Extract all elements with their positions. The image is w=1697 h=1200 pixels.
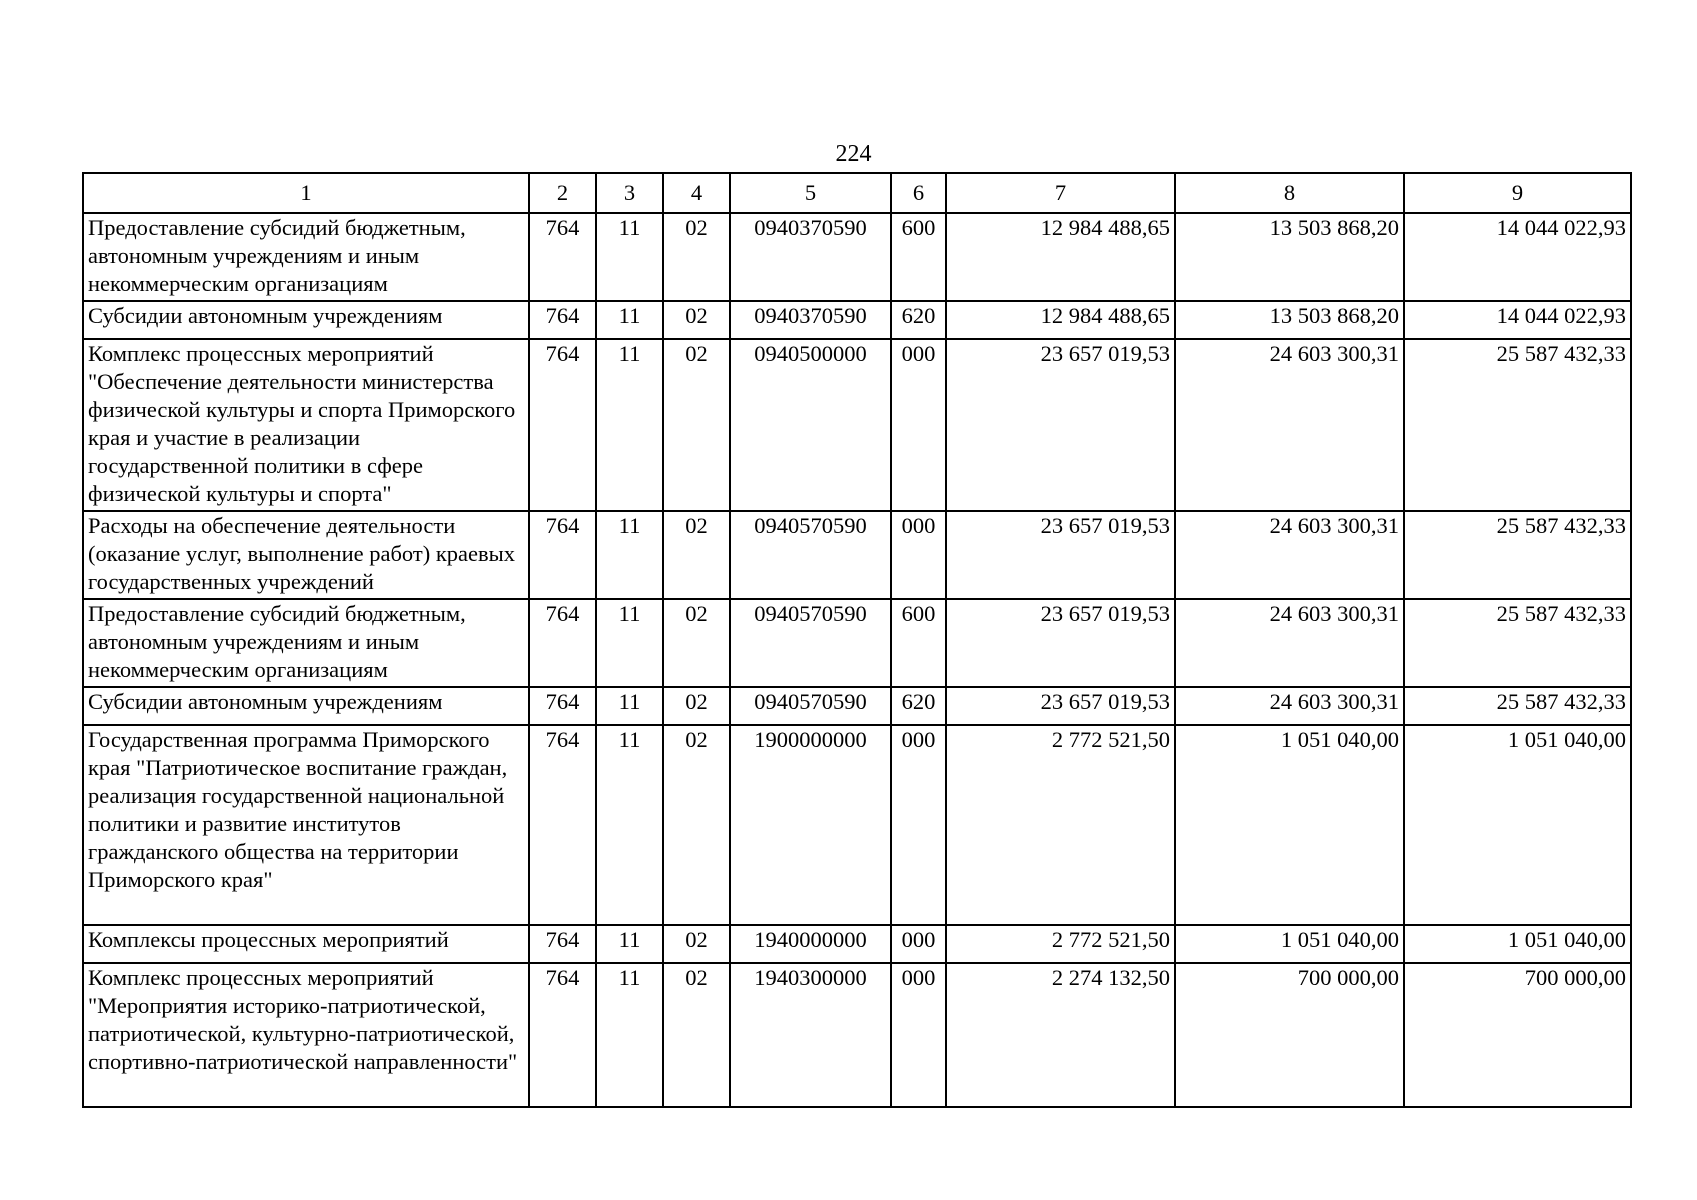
budget-table xyxy=(82,172,1632,1108)
cell-col8: 700 000,00 xyxy=(1175,963,1404,1107)
cell-col3: 11 xyxy=(596,725,663,925)
cell-col3: 11 xyxy=(596,213,663,301)
cell-col4: 02 xyxy=(663,687,730,725)
cell-col2: 764 xyxy=(529,599,596,687)
cell-col5: 0940570590 xyxy=(730,511,891,599)
cell-col5: 1900000000 xyxy=(730,725,891,925)
cell-col4: 02 xyxy=(663,963,730,1107)
cell-col6: 000 xyxy=(891,725,946,925)
column-header: 3 xyxy=(596,173,663,213)
cell-col3: 11 xyxy=(596,963,663,1107)
cell-col3: 11 xyxy=(596,511,663,599)
table-row xyxy=(83,925,1631,963)
cell-col6: 000 xyxy=(891,339,946,511)
table-row xyxy=(83,301,1631,339)
column-header: 8 xyxy=(1175,173,1404,213)
row-name: Субсидии автономным учреждениям xyxy=(83,301,529,339)
cell-col8: 1 051 040,00 xyxy=(1175,925,1404,963)
cell-col5: 0940570590 xyxy=(730,687,891,725)
cell-col5: 0940370590 xyxy=(730,213,891,301)
cell-col2: 764 xyxy=(529,339,596,511)
column-header: 1 xyxy=(83,173,529,213)
row-name: Комплексы процессных мероприятий xyxy=(83,925,529,963)
cell-col8: 24 603 300,31 xyxy=(1175,687,1404,725)
cell-col9: 14 044 022,93 xyxy=(1404,213,1631,301)
table-row xyxy=(83,511,1631,599)
cell-col4: 02 xyxy=(663,511,730,599)
table-row xyxy=(83,687,1631,725)
cell-col8: 13 503 868,20 xyxy=(1175,213,1404,301)
cell-col9: 25 587 432,33 xyxy=(1404,511,1631,599)
cell-col4: 02 xyxy=(663,301,730,339)
column-header: 6 xyxy=(891,173,946,213)
cell-col8: 24 603 300,31 xyxy=(1175,339,1404,511)
cell-col5: 1940300000 xyxy=(730,963,891,1107)
column-header: 9 xyxy=(1404,173,1631,213)
cell-col3: 11 xyxy=(596,339,663,511)
table-header-row xyxy=(83,173,1631,213)
cell-col5: 0940370590 xyxy=(730,301,891,339)
cell-col2: 764 xyxy=(529,687,596,725)
cell-col7: 2 274 132,50 xyxy=(946,963,1175,1107)
cell-col4: 02 xyxy=(663,725,730,925)
cell-col9: 14 044 022,93 xyxy=(1404,301,1631,339)
cell-col4: 02 xyxy=(663,339,730,511)
cell-col6: 000 xyxy=(891,963,946,1107)
column-header: 7 xyxy=(946,173,1175,213)
cell-col7: 23 657 019,53 xyxy=(946,511,1175,599)
cell-col2: 764 xyxy=(529,925,596,963)
cell-col8: 13 503 868,20 xyxy=(1175,301,1404,339)
cell-col7: 23 657 019,53 xyxy=(946,599,1175,687)
row-name: Субсидии автономным учреждениям xyxy=(83,687,529,725)
column-header: 5 xyxy=(730,173,891,213)
cell-col5: 1940000000 xyxy=(730,925,891,963)
table-row xyxy=(83,963,1631,1107)
cell-col3: 11 xyxy=(596,925,663,963)
cell-col9: 25 587 432,33 xyxy=(1404,687,1631,725)
cell-col8: 24 603 300,31 xyxy=(1175,511,1404,599)
cell-col8: 1 051 040,00 xyxy=(1175,725,1404,925)
cell-col7: 12 984 488,65 xyxy=(946,213,1175,301)
row-name: Предоставление субсидий бюджетным, автономным учреждениям и иным некоммерческим организациям xyxy=(83,213,529,301)
cell-col2: 764 xyxy=(529,963,596,1107)
cell-col7: 23 657 019,53 xyxy=(946,687,1175,725)
cell-col9: 1 051 040,00 xyxy=(1404,725,1631,925)
cell-col9: 25 587 432,33 xyxy=(1404,599,1631,687)
cell-col2: 764 xyxy=(529,511,596,599)
table-row xyxy=(83,213,1631,301)
column-header: 4 xyxy=(663,173,730,213)
cell-col4: 02 xyxy=(663,213,730,301)
cell-col9: 25 587 432,33 xyxy=(1404,339,1631,511)
row-name: Предоставление субсидий бюджетным, автономным учреждениям и иным некоммерческим организациям xyxy=(83,599,529,687)
cell-col2: 764 xyxy=(529,301,596,339)
cell-col7: 23 657 019,53 xyxy=(946,339,1175,511)
row-name: Расходы на обеспечение деятельности (оказание услуг, выполнение работ) краевых государственных учреждений xyxy=(83,511,529,599)
row-name: Государственная программа Приморского края "Патриотическое воспитание граждан, реализация государственной национальной политики и развитие институтов гражданского общества на территории Приморского края" xyxy=(83,725,529,925)
cell-col6: 000 xyxy=(891,925,946,963)
cell-col4: 02 xyxy=(663,925,730,963)
cell-col8: 24 603 300,31 xyxy=(1175,599,1404,687)
table-row xyxy=(83,599,1631,687)
cell-col2: 764 xyxy=(529,213,596,301)
cell-col3: 11 xyxy=(596,687,663,725)
table-row xyxy=(83,339,1631,511)
row-name: Комплекс процессных мероприятий "Обеспечение деятельности министерства физической культуры и спорта Приморского края и участие в реализации государственной политики в сфере физической культуры и спорта" xyxy=(83,339,529,511)
cell-col6: 600 xyxy=(891,213,946,301)
cell-col5: 0940500000 xyxy=(730,339,891,511)
cell-col5: 0940570590 xyxy=(730,599,891,687)
cell-col7: 2 772 521,50 xyxy=(946,925,1175,963)
cell-col3: 11 xyxy=(596,599,663,687)
cell-col6: 620 xyxy=(891,301,946,339)
cell-col7: 12 984 488,65 xyxy=(946,301,1175,339)
table-row xyxy=(83,725,1631,925)
cell-col7: 2 772 521,50 xyxy=(946,725,1175,925)
cell-col2: 764 xyxy=(529,725,596,925)
cell-col6: 000 xyxy=(891,511,946,599)
page-number: 224 xyxy=(835,141,872,167)
cell-col3: 11 xyxy=(596,301,663,339)
cell-col6: 600 xyxy=(891,599,946,687)
cell-col9: 700 000,00 xyxy=(1404,963,1631,1107)
cell-col4: 02 xyxy=(663,599,730,687)
cell-col6: 620 xyxy=(891,687,946,725)
cell-col9: 1 051 040,00 xyxy=(1404,925,1631,963)
row-name: Комплекс процессных мероприятий "Мероприятия историко-патриотической, патриотической, культурно-патриотической, спортивно-патриотической направленности" xyxy=(83,963,529,1107)
column-header: 2 xyxy=(529,173,596,213)
